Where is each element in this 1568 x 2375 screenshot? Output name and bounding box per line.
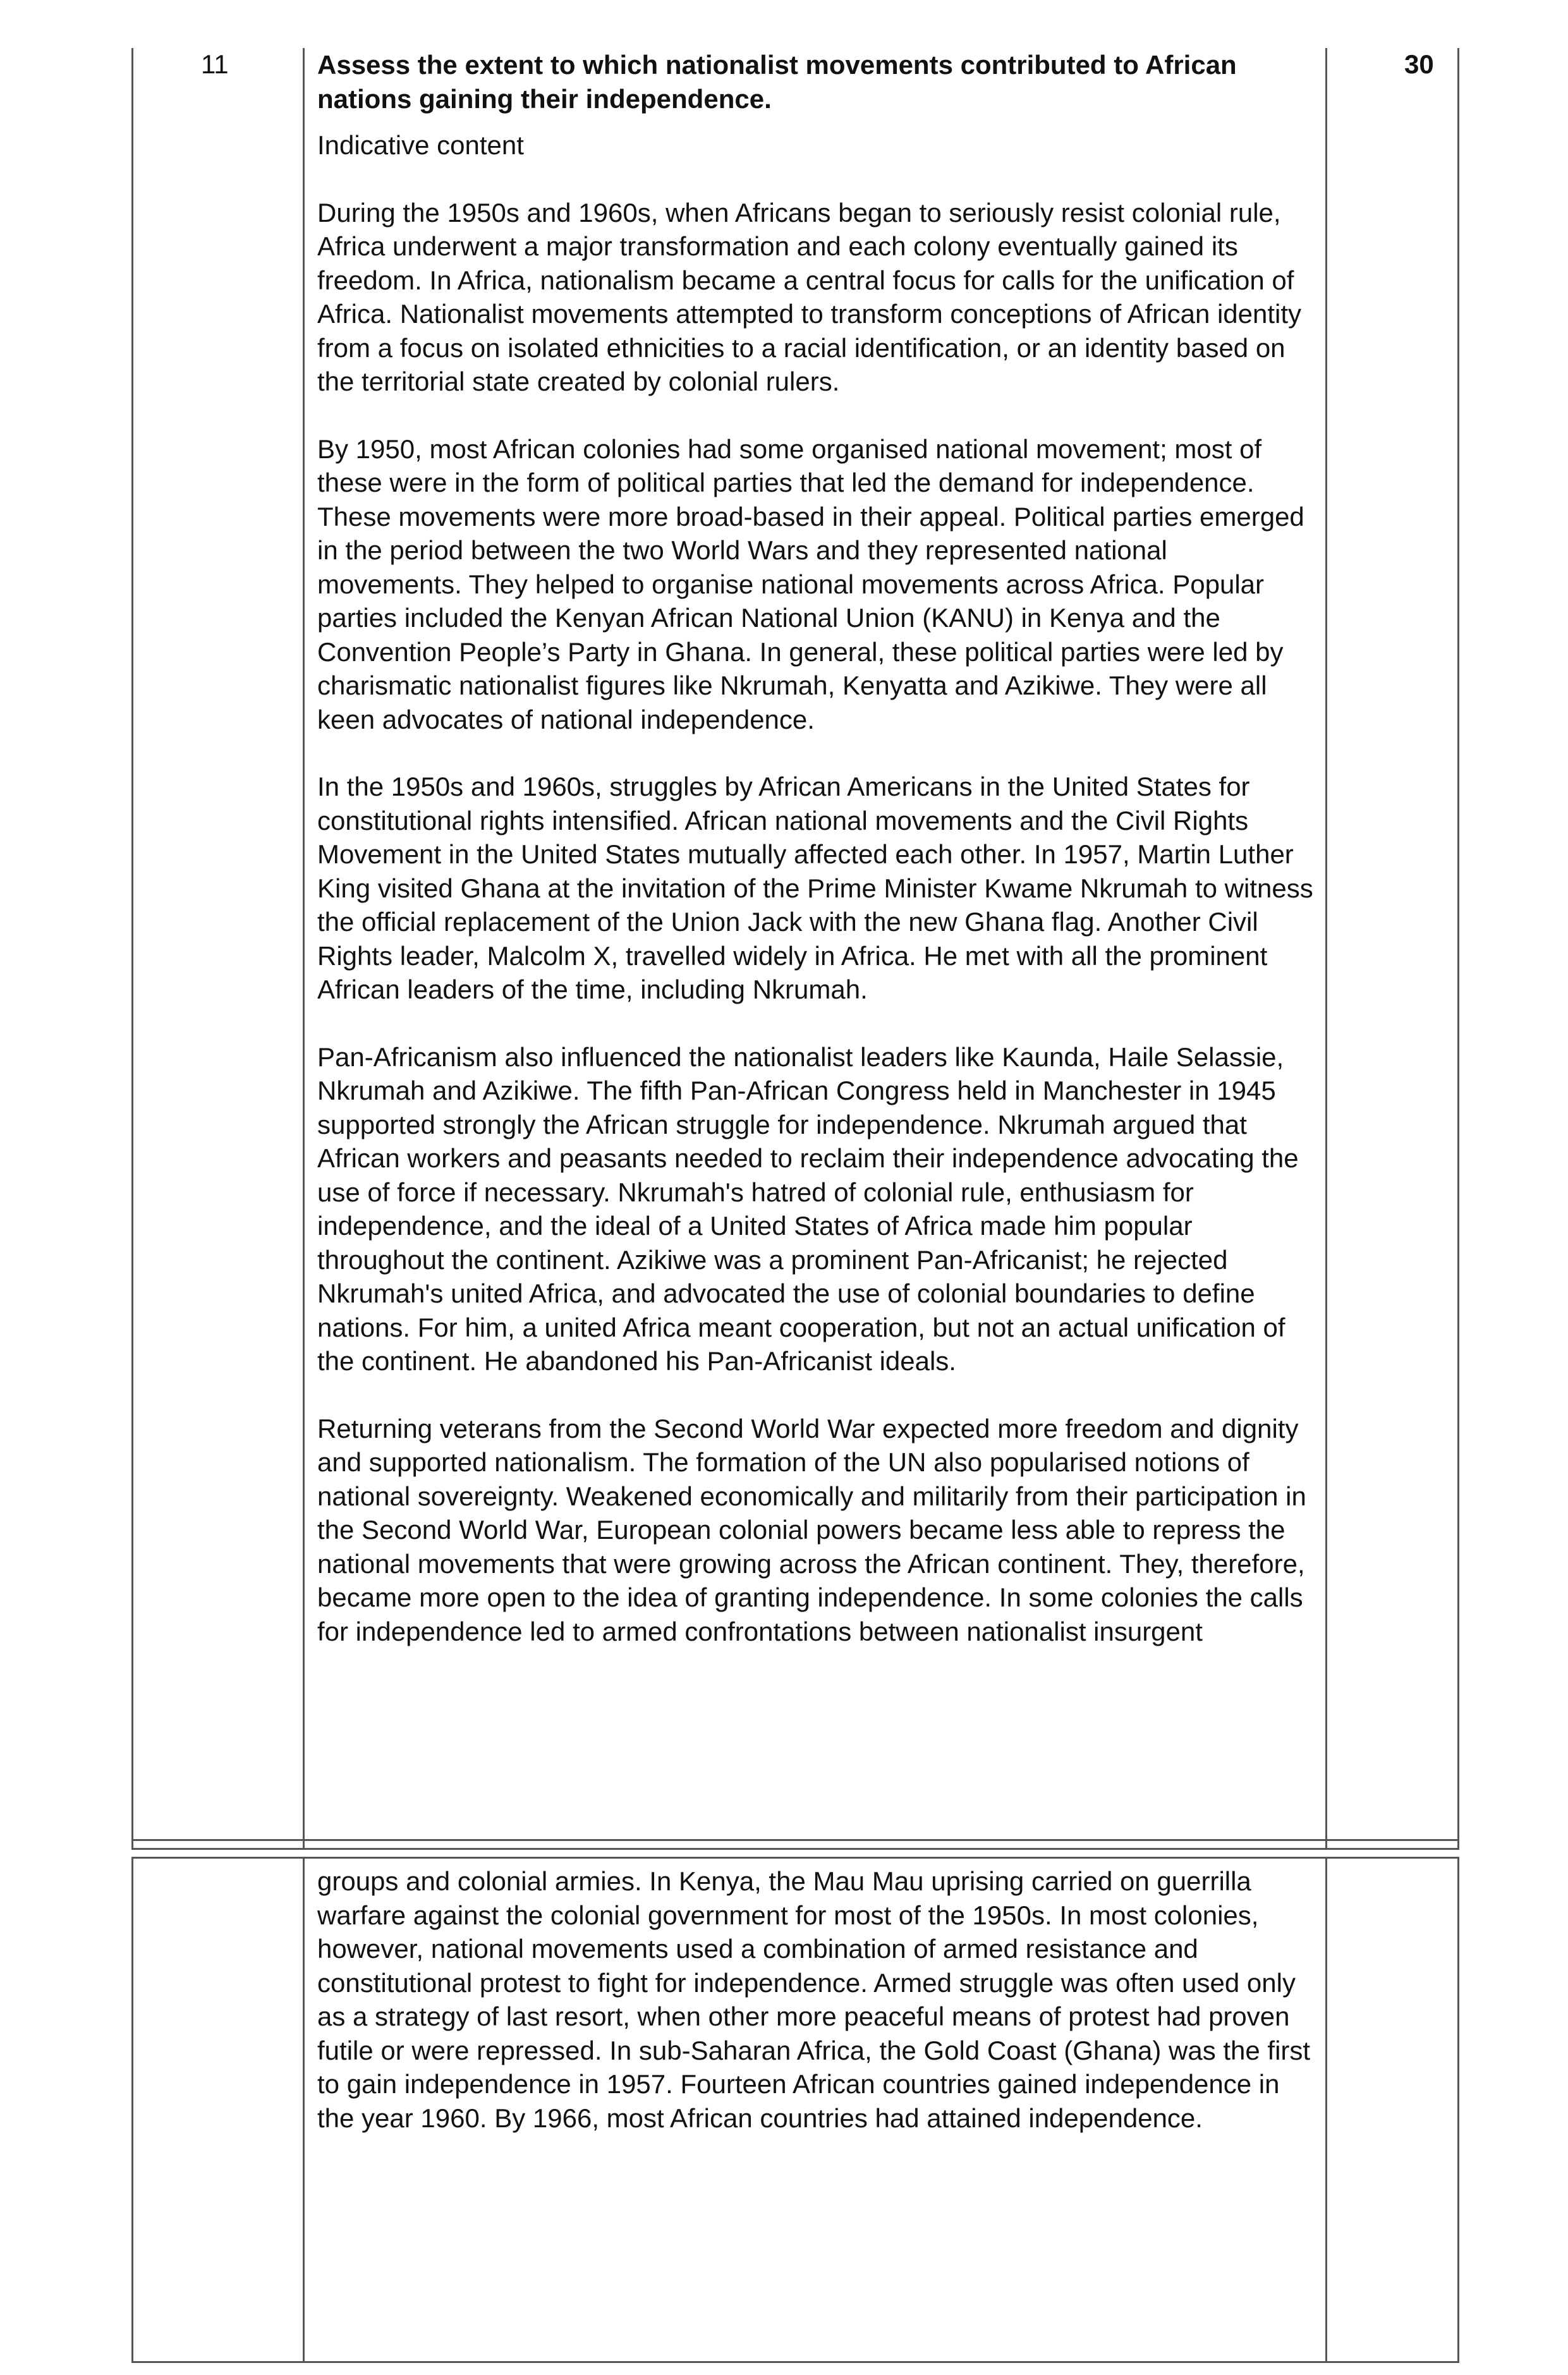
row-border — [131, 1848, 1459, 1850]
paragraph: During the 1950s and 1960s, when Africans began to seriously resist colonial rule, Africa underwent a major transformation and each colony eventually gained its freedom. In Africa, nationalism became a central focus for calls for the unification of Africa. Nationalist movements attempted to transform conceptions of African identity from a focus on isolated ethnicities to a racial identification, or an identity based on the territorial state created by colonial rulers. — [317, 197, 1302, 396]
table-bottom-border — [131, 2361, 1459, 2363]
answer-continuation — [317, 1864, 1316, 2135]
answer-content — [317, 48, 1316, 1648]
question-number: 11 — [201, 49, 229, 79]
column-border — [1457, 48, 1459, 1848]
indicative-content-label: Indicative content — [317, 130, 524, 160]
column-border — [303, 1857, 305, 2362]
column-border — [1325, 48, 1327, 1848]
column-border — [131, 1857, 133, 2362]
paragraph: Returning veterans from the Second World War expected more freedom and dignity and supported nationalism. The formation of the UN also popularised notions of national sovereignty. Weakened economically and militarily from their participation in the Second World War, European colonial powers became less able to repress the national movements that were growing across the African continent. They, therefore, became more open to the idea of granting independence. In some colonies the calls for independence led to armed confrontations between nationalist insurgent — [317, 1413, 1306, 1646]
paragraph: In the 1950s and 1960s, struggles by African Americans in the United States for constitutional rights intensified. African national movements and the Civil Rights Movement in the United States mutually affected each other. In 1957, Martin Luther King visited Ghana at the invitation of the Prime Minister Kwame Nkrumah to witness the official replacement of the Union Jack with the new Ghana flag. Another Civil Rights leader, Malcolm X, travelled widely in Africa. He met with all the prominent African leaders of the time, including Nkrumah. — [317, 772, 1313, 1004]
column-border — [303, 48, 305, 1848]
column-border — [1325, 1857, 1327, 2362]
paragraph: groups and colonial armies. In Kenya, the Mau Mau uprising carried on guerrilla warfare against the colonial government for most of the 1950s. In most colonies, however, national movements used a combination of armed resistance and constitutional protest to fight for independence. Armed struggle was often used only as a strategy of last resort, when other more peaceful means of protest had proven futile or were repressed. In sub-Saharan Africa, the Gold Coast (Ghana) was the first to gain independence in 1957. Fourteen African countries gained independence in the year 1960. By 1966, most African countries had attained independence. — [317, 1866, 1311, 2133]
paragraph: By 1950, most African colonies had some organised national movement; most of these were in the form of political parties that led the demand for independence. These movements were more broad-based in their appeal. Political parties emerged in the period between the two World Wars and they represented national movements. They helped to organise national movements across Africa. Popular parties included the Kenyan African National Union (KANU) in Kenya and the Convention People’s Party in Ghana. In general, these political parties were led by charismatic nationalist figures like Nkrumah, Kenyatta and Azikiwe. They were all keen advocates of national independence. — [317, 434, 1304, 734]
paragraph: Pan-Africanism also influenced the nationalist leaders like Kaunda, Haile Selassie, Nkrumah and Azikiwe. The fifth Pan-African Congress held in Manchester in 1945 supported strongly the African struggle for independence. Nkrumah argued that African workers and peasants needed to reclaim their independence advocating the use of force if necessary. Nkrumah's hatred of colonial rule, enthusiasm for independence, and the ideal of a United States of Africa made him popular throughout the continent. Azikiwe was a prominent Pan-Africanist; he rejected Nkrumah's united Africa, and advocated the use of colonial boundaries to define nations. For him, a united Africa meant cooperation, but not an actual unification of the continent. He abandoned his Pan-Africanist ideals. — [317, 1042, 1299, 1376]
row-border — [131, 1857, 1459, 1859]
question-marks: 30 — [1404, 49, 1434, 79]
row-border — [131, 1839, 1459, 1841]
column-border — [131, 48, 133, 1848]
column-border — [1457, 1857, 1459, 2362]
question-text: Assess the extent to which nationalist movements contributed to African nations gaining their independence. — [317, 50, 1237, 114]
